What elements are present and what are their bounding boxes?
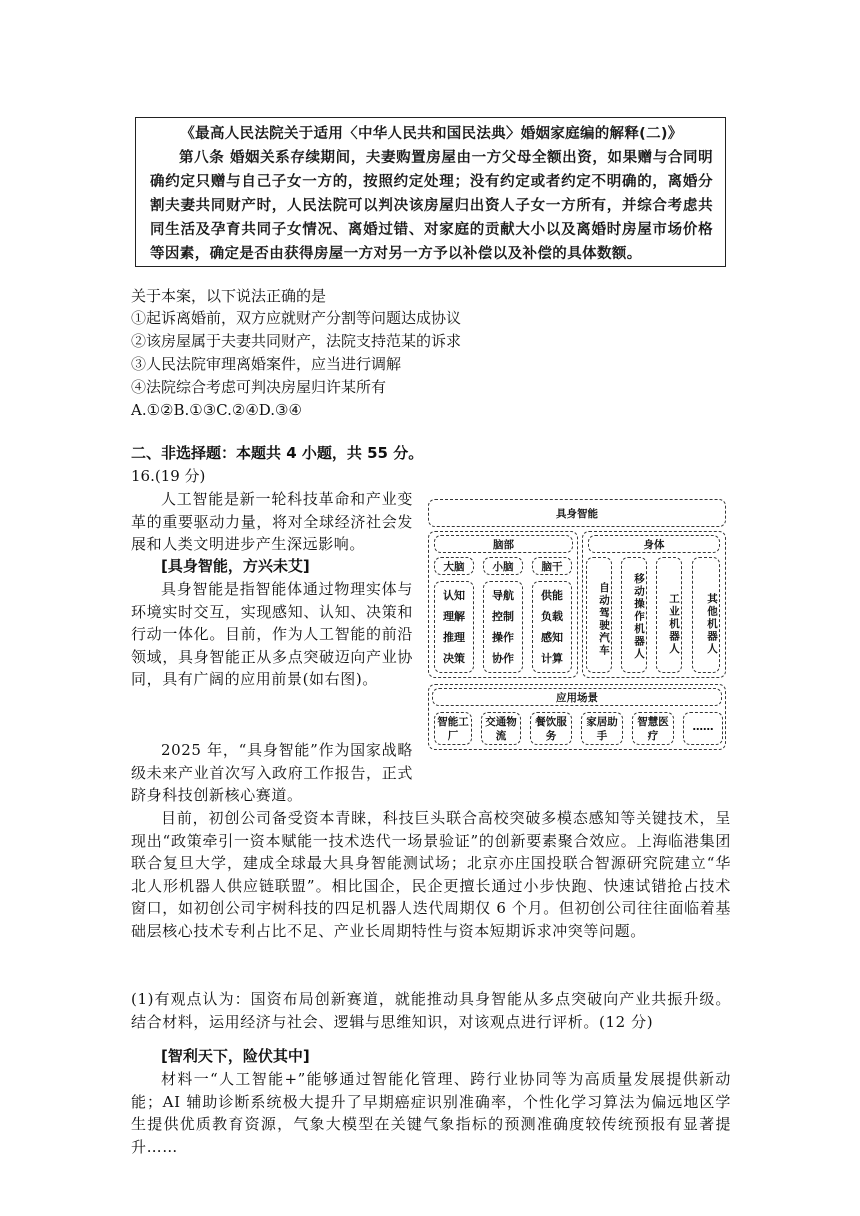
body-part-2: 移动操作机器人: [633, 573, 645, 661]
scene-4: 家居助手: [586, 716, 618, 742]
scenes-label: 应用场景: [556, 692, 598, 704]
paragraph-current: 目前，初创公司备受资本青睐，科技巨头联合高校突破多模态感知等关键技术，呈现出“政策牵引一资本赋能一技术迭代一场景验证”的创新要素聚合效应。上海临港集团联合复旦大学，建成全球最大具身智能测试场；北京亦庄国投联合智源研究院建立“华北人形机器人供应链联盟”。相比国企，民企更擅长通过小步快跑、快速试错抢占技术窗口，如初创公司宇树科技的四足机器人迭代周期仅 6 个月。但初创公司往往面临着基础层核心技术专利占比不足、产业长周期特性与资本短期诉求冲突等问题。: [131, 809, 731, 940]
law-article: 第八条 婚姻关系存续期间，夫妻购置房屋由一方父母全额出资，如果赠与合同明确约定只赠与自己子女一方的，按照约定处理；没有约定或者约定不明确的，离婚分割夫妻共同财产时，人民法院可以判决该房屋归出资人子女一方所有，并综合考虑共同生活及孕育共同子女情况、离婚过错、对家庭的贡献大小以及离婚时房屋市场价格等因素，确定是否由获得房屋一方对另一方予以补偿以及补偿的具体数额。: [150, 150, 713, 262]
brain-function-1-3: 推理: [443, 631, 465, 644]
scene-2: 交通物流: [485, 716, 517, 742]
option-4: ④法院综合考虑可判决房屋归许某所有: [131, 378, 387, 396]
law-excerpt-box: [135, 117, 726, 267]
brain-part-3: 脑干: [541, 561, 563, 573]
scene-5: 智慧医疗: [637, 716, 669, 742]
scene-1: 智能工厂: [437, 716, 469, 742]
brain-function-2-3: 操作: [492, 631, 514, 644]
brain-function-2-4: 协作: [492, 652, 514, 665]
paragraph-2025: 2025 年，“具身智能”作为国家战略级未来产业首次写入政府工作报告，正式跻身科技创新核心赛道。: [131, 741, 413, 804]
brain-function-2-2: 控制: [492, 610, 514, 623]
body-part-1: 自动驾驶汽车: [598, 581, 610, 657]
scene-6: ……: [692, 721, 714, 733]
brain-function-1-4: 决策: [443, 652, 465, 665]
diagram-top-label: 具身智能: [556, 508, 598, 520]
option-2: ②该房屋属于夫妻共同财产，法院支持范某的诉求: [131, 332, 462, 350]
brain-function-2-1: 导航: [492, 589, 514, 602]
subsection-2-title: [智利天下，险伏其中]: [161, 1047, 310, 1065]
brain-part-1: 大脑: [443, 561, 465, 573]
material-1: 材料一“人工智能+”能够通过智能化管理、跨行业协同等为高质量发展提供新动能；AI 辅助诊断系统极大提升了早期癌症识别准确率，个性化学习算法为偏远地区学生提供优质教育资源，气象大模型在关键气象指标的预测准确度较传统预报有显著提升……: [131, 1070, 731, 1156]
section-title: 二、非选择题：本题共 4 小题，共 55 分。: [131, 444, 424, 462]
embodied-ai-diagram: [428, 499, 728, 751]
body-part-3: 工业机器人: [668, 592, 680, 656]
body-part-4: 其他机器人: [706, 592, 718, 656]
answer-choices: A.①②B.①③C.②④D.③④: [131, 401, 302, 419]
subsection-1-title: [具身智能，方兴未艾]: [161, 557, 310, 575]
question-16-label: 16.(19 分): [131, 467, 206, 485]
scene-3: 餐饮服务: [535, 716, 567, 742]
paragraph-embodied: 具身智能是指智能体通过物理实体与环境实时交互，实现感知、认知、决策和行动一体化。目前，作为人工智能的前沿领域，具身智能正从多点突破迈向产业协同，具有广阔的应用前景(如右图)。: [131, 580, 413, 688]
intro-paragraph: 人工智能是新一轮科技革命和产业变革的重要驱动力量，将对全球经济社会发展和人类文明进步产生深远影响。: [131, 490, 413, 553]
body-label: 身体: [643, 539, 665, 551]
brain-function-3-3: 感知: [541, 631, 563, 644]
brain-function-1-1: 认知: [443, 589, 465, 602]
question-stem: 关于本案，以下说法正确的是: [131, 287, 327, 305]
brain-part-2: 小脑: [492, 561, 514, 573]
option-1: ①起诉离婚前，双方应就财产分割等问题达成协议: [131, 309, 462, 327]
brain-function-1-2: 理解: [443, 610, 465, 623]
question-1: (1)有观点认为：国资布局创新赛道，就能推动具身智能从多点突破向产业共振升级。结合材料，运用经济与社会、逻辑与思维知识，对该观点进行评析。(12 分): [131, 990, 731, 1031]
law-title: 《最高人民法院关于适用〈中华人民共和国民法典〉婚姻家庭编的解释(二)》: [180, 126, 683, 142]
option-3: ③人民法院审理离婚案件，应当进行调解: [131, 355, 402, 373]
brain-label: 脑部: [493, 539, 514, 551]
brain-function-3-1: 供能: [541, 589, 563, 602]
brain-function-3-4: 计算: [541, 652, 563, 665]
brain-function-3-2: 负载: [541, 610, 563, 623]
